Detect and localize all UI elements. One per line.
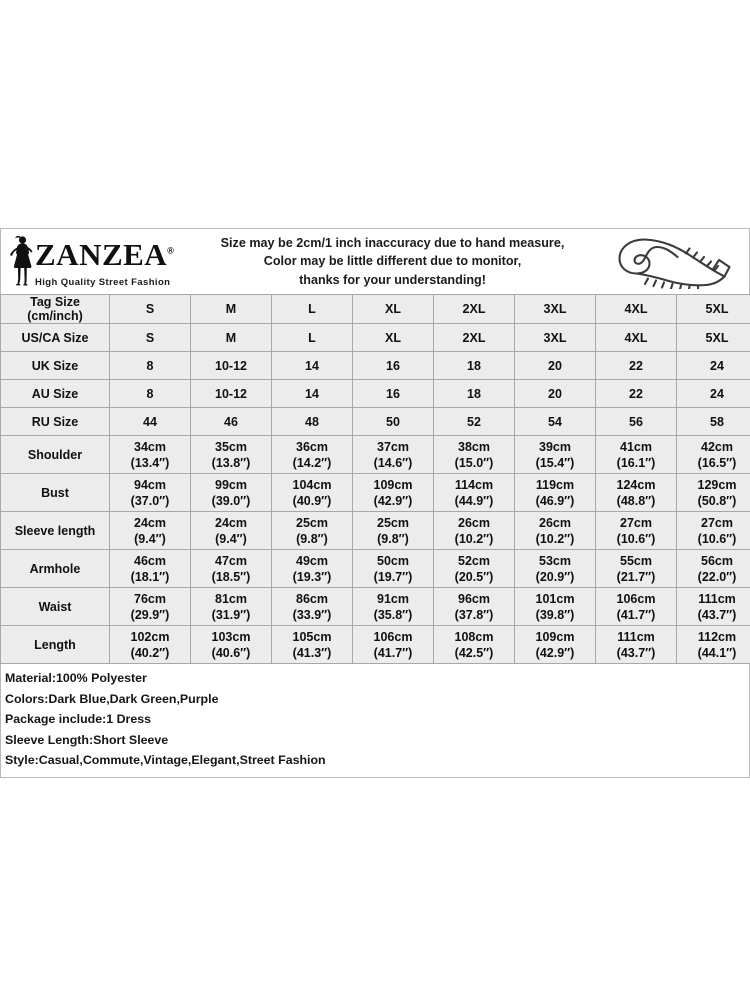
value-inch: (13.4″) [130, 455, 170, 470]
cell-length-3xl [515, 626, 596, 664]
value-inch: (10.6″) [616, 531, 656, 546]
value-inch: (48.8″) [616, 493, 656, 508]
cell-uk-8: 24 [677, 352, 750, 380]
value-cm: 105cm [292, 629, 332, 644]
value-inch: (33.9″) [292, 607, 332, 622]
value-inch: (16.5″) [697, 455, 737, 470]
cell-au-8: 24 [677, 380, 750, 408]
value-inch: (37.8″) [454, 607, 494, 622]
value-cm: 119cm [535, 477, 575, 492]
value-cm: 39cm [539, 439, 571, 454]
value-inch: (18.1″) [130, 569, 170, 584]
cell-bust-m [191, 474, 272, 512]
value-cm: 106cm [373, 629, 413, 644]
brand-tagline: High Quality Street Fashion [35, 276, 171, 288]
cell-uk-6: 20 [515, 352, 596, 380]
value-cm: 101cm [535, 591, 575, 606]
cell-waist-3xl [515, 588, 596, 626]
cell-waist-2xl [434, 588, 515, 626]
woman-silhouette-icon [7, 234, 37, 286]
value-cm: 76cm [134, 591, 166, 606]
value-inch: (10.2″) [454, 531, 494, 546]
value-inch: (35.8″) [373, 607, 413, 622]
cell-sleeve-4xl [596, 512, 677, 550]
value-cm: 56cm [701, 553, 733, 568]
value-cm: 124cm [616, 477, 656, 492]
notice-line-3: thanks for your understanding! [299, 272, 486, 287]
value-cm: 109cm [373, 477, 413, 492]
table-row [1, 588, 750, 626]
cell-ru-1: 44 [110, 408, 191, 436]
value-inch: (13.8″) [211, 455, 251, 470]
brand-logo [1, 233, 186, 289]
value-cm: 129cm [697, 477, 737, 492]
cell-sleeve-xl [353, 512, 434, 550]
row-label-line-2: (cm/inch) [27, 309, 83, 323]
row-label-tag-size [1, 295, 110, 324]
cell-au-3: 14 [272, 380, 353, 408]
table-row [1, 408, 750, 436]
value-cm: 112cm [697, 629, 737, 644]
cell-tag-size-4xl: 4XL [596, 295, 677, 324]
row-label-us-ca-size: US/CA Size [1, 324, 110, 352]
value-inch: (10.6″) [697, 531, 737, 546]
value-cm: 53cm [539, 553, 571, 568]
cell-shoulder-xl [353, 436, 434, 474]
cell-us-ca-3: L [272, 324, 353, 352]
cell-uk-2: 10-12 [191, 352, 272, 380]
cell-waist-l [272, 588, 353, 626]
cell-bust-l [272, 474, 353, 512]
product-details [0, 664, 750, 778]
value-inch: (29.9″) [130, 607, 170, 622]
cell-armhole-5xl [677, 550, 750, 588]
cell-waist-4xl [596, 588, 677, 626]
value-inch: (19.3″) [292, 569, 332, 584]
value-inch: (41.7″) [373, 645, 413, 660]
cell-ru-6: 54 [515, 408, 596, 436]
cell-tag-size-s: S [110, 295, 191, 324]
cell-sleeve-5xl [677, 512, 750, 550]
cell-au-7: 22 [596, 380, 677, 408]
detail-sleeve-length: Sleeve Length:Short Sleeve [5, 732, 169, 747]
measuring-tape-icon [599, 235, 749, 289]
value-cm: 86cm [296, 591, 328, 606]
value-cm: 91cm [377, 591, 409, 606]
table-row [1, 436, 750, 474]
cell-sleeve-3xl [515, 512, 596, 550]
value-cm: 26cm [539, 515, 571, 530]
row-label-shoulder: Shoulder [1, 436, 110, 474]
value-inch: (21.7″) [616, 569, 656, 584]
value-inch: (46.9″) [535, 493, 575, 508]
cell-armhole-4xl [596, 550, 677, 588]
value-cm: 36cm [296, 439, 328, 454]
cell-us-ca-4: XL [353, 324, 434, 352]
cell-us-ca-7: 4XL [596, 324, 677, 352]
cell-uk-3: 14 [272, 352, 353, 380]
value-inch: (18.5″) [211, 569, 251, 584]
cell-bust-2xl [434, 474, 515, 512]
table-row [1, 626, 750, 664]
value-cm: 25cm [377, 515, 409, 530]
cell-waist-5xl [677, 588, 750, 626]
table-row [1, 512, 750, 550]
cell-ru-8: 58 [677, 408, 750, 436]
value-inch: (9.8″) [296, 531, 328, 546]
value-inch: (15.4″) [535, 455, 575, 470]
cell-length-xl [353, 626, 434, 664]
value-cm: 49cm [296, 553, 328, 568]
value-cm: 109cm [535, 629, 575, 644]
cell-us-ca-8: 5XL [677, 324, 750, 352]
cell-bust-3xl [515, 474, 596, 512]
cell-ru-7: 56 [596, 408, 677, 436]
registered-trademark-icon: ® [167, 245, 175, 256]
value-inch: (42.9″) [535, 645, 575, 660]
cell-shoulder-5xl [677, 436, 750, 474]
cell-au-6: 20 [515, 380, 596, 408]
table-row [1, 474, 750, 512]
row-label-line-1: Tag Size [30, 295, 80, 309]
cell-tag-size-m: M [191, 295, 272, 324]
value-inch: (40.6″) [211, 645, 251, 660]
value-inch: (41.3″) [292, 645, 332, 660]
table-row [1, 324, 750, 352]
cell-armhole-m [191, 550, 272, 588]
value-cm: 27cm [701, 515, 733, 530]
value-inch: (42.5″) [454, 645, 494, 660]
detail-material: Material:100% Polyester [5, 671, 147, 685]
table-row [1, 352, 750, 380]
value-inch: (39.8″) [535, 607, 575, 622]
table-row [1, 380, 750, 408]
cell-shoulder-3xl [515, 436, 596, 474]
value-inch: (43.7″) [697, 607, 737, 622]
value-inch: (9.4″) [134, 531, 166, 546]
value-cm: 104cm [292, 477, 332, 492]
cell-au-4: 16 [353, 380, 434, 408]
value-cm: 111cm [617, 629, 655, 644]
value-cm: 24cm [215, 515, 247, 530]
value-inch: (16.1″) [616, 455, 656, 470]
cell-ru-4: 50 [353, 408, 434, 436]
value-cm: 24cm [134, 515, 166, 530]
cell-tag-size-l: L [272, 295, 353, 324]
value-inch: (40.2″) [130, 645, 170, 660]
cell-length-5xl [677, 626, 750, 664]
chart-header [0, 228, 750, 294]
notice-line-1: Size may be 2cm/1 inch inaccuracy due to hand measure, [220, 235, 565, 250]
detail-package: Package include:1 Dress [5, 712, 152, 726]
cell-armhole-3xl [515, 550, 596, 588]
value-inch: (44.1″) [697, 645, 737, 660]
value-inch: (39.0″) [211, 493, 251, 508]
cell-us-ca-2: M [191, 324, 272, 352]
cell-sleeve-l [272, 512, 353, 550]
value-inch: (20.5″) [454, 569, 494, 584]
cell-au-1: 8 [110, 380, 191, 408]
cell-tag-size-5xl: 5XL [677, 295, 750, 324]
value-inch: (14.6″) [373, 455, 413, 470]
value-cm: 106cm [616, 591, 656, 606]
cell-shoulder-s [110, 436, 191, 474]
value-cm: 35cm [215, 439, 247, 454]
cell-uk-1: 8 [110, 352, 191, 380]
cell-ru-5: 52 [434, 408, 515, 436]
cell-length-s [110, 626, 191, 664]
cell-waist-m [191, 588, 272, 626]
cell-us-ca-5: 2XL [434, 324, 515, 352]
cell-waist-s [110, 588, 191, 626]
value-inch: (41.7″) [616, 607, 656, 622]
value-cm: 114cm [454, 477, 494, 492]
value-inch: (43.7″) [616, 645, 656, 660]
value-cm: 42cm [701, 439, 733, 454]
cell-length-2xl [434, 626, 515, 664]
value-cm: 99cm [215, 477, 247, 492]
cell-length-l [272, 626, 353, 664]
value-cm: 47cm [215, 553, 247, 568]
value-inch: (14.2″) [292, 455, 332, 470]
cell-shoulder-l [272, 436, 353, 474]
value-inch: (37.0″) [130, 493, 170, 508]
cell-sleeve-m [191, 512, 272, 550]
value-cm: 96cm [458, 591, 490, 606]
size-chart-sheet [0, 228, 750, 778]
cell-length-m [191, 626, 272, 664]
value-cm: 111cm [698, 591, 736, 606]
cell-au-5: 18 [434, 380, 515, 408]
value-inch: (50.8″) [697, 493, 737, 508]
value-cm: 103cm [211, 629, 251, 644]
cell-length-4xl [596, 626, 677, 664]
table-row [1, 550, 750, 588]
row-label-ru-size: RU Size [1, 408, 110, 436]
value-cm: 55cm [620, 553, 652, 568]
cell-shoulder-4xl [596, 436, 677, 474]
value-cm: 41cm [620, 439, 652, 454]
value-cm: 27cm [620, 515, 652, 530]
value-cm: 94cm [134, 477, 166, 492]
value-inch: (31.9″) [211, 607, 251, 622]
row-label-uk-size: UK Size [1, 352, 110, 380]
value-cm: 81cm [215, 591, 247, 606]
notice-line-2: Color may be little different due to monitor, [263, 254, 522, 269]
cell-bust-5xl [677, 474, 750, 512]
value-cm: 37cm [377, 439, 409, 454]
detail-colors: Colors:Dark Blue,Dark Green,Purple [5, 691, 219, 706]
cell-au-2: 10-12 [191, 380, 272, 408]
cell-shoulder-m [191, 436, 272, 474]
size-chart-table [0, 294, 750, 664]
table-row [1, 295, 750, 324]
value-cm: 102cm [130, 629, 170, 644]
value-inch: (10.2″) [535, 531, 575, 546]
cell-sleeve-2xl [434, 512, 515, 550]
value-cm: 46cm [134, 553, 166, 568]
row-label-sleeve-length: Sleeve length [1, 512, 110, 550]
value-cm: 50cm [377, 553, 409, 568]
value-inch: (22.0″) [697, 569, 737, 584]
cell-armhole-l [272, 550, 353, 588]
value-cm: 52cm [458, 553, 490, 568]
cell-waist-xl [353, 588, 434, 626]
value-inch: (40.9″) [292, 493, 332, 508]
cell-bust-4xl [596, 474, 677, 512]
cell-uk-5: 18 [434, 352, 515, 380]
row-label-armhole: Armhole [1, 550, 110, 588]
value-inch: (20.9″) [535, 569, 575, 584]
value-cm: 34cm [134, 439, 166, 454]
cell-armhole-s [110, 550, 191, 588]
value-cm: 38cm [458, 439, 490, 454]
cell-tag-size-xl: XL [353, 295, 434, 324]
cell-bust-s [110, 474, 191, 512]
brand-name: ZANZEA® [35, 236, 175, 272]
row-label-au-size: AU Size [1, 380, 110, 408]
cell-ru-3: 48 [272, 408, 353, 436]
cell-armhole-2xl [434, 550, 515, 588]
row-label-waist: Waist [1, 588, 110, 626]
value-inch: (15.0″) [454, 455, 494, 470]
cell-shoulder-2xl [434, 436, 515, 474]
detail-style: Style:Casual,Commute,Vintage,Elegant,Street Fashion [5, 753, 326, 767]
cell-uk-4: 16 [353, 352, 434, 380]
measurement-notice [186, 234, 599, 290]
value-cm: 25cm [296, 515, 328, 530]
cell-us-ca-6: 3XL [515, 324, 596, 352]
cell-uk-7: 22 [596, 352, 677, 380]
value-inch: (9.8″) [377, 531, 409, 546]
cell-sleeve-s [110, 512, 191, 550]
size-table-body [1, 295, 750, 664]
value-inch: (9.4″) [215, 531, 247, 546]
value-cm: 26cm [458, 515, 490, 530]
cell-tag-size-3xl: 3XL [515, 295, 596, 324]
value-inch: (44.9″) [454, 493, 494, 508]
value-inch: (42.9″) [373, 493, 413, 508]
cell-ru-2: 46 [191, 408, 272, 436]
cell-tag-size-2xl: 2XL [434, 295, 515, 324]
value-inch: (19.7″) [373, 569, 413, 584]
cell-armhole-xl [353, 550, 434, 588]
row-label-bust: Bust [1, 474, 110, 512]
cell-bust-xl [353, 474, 434, 512]
row-label-length: Length [1, 626, 110, 664]
cell-us-ca-1: S [110, 324, 191, 352]
value-cm: 108cm [454, 629, 494, 644]
